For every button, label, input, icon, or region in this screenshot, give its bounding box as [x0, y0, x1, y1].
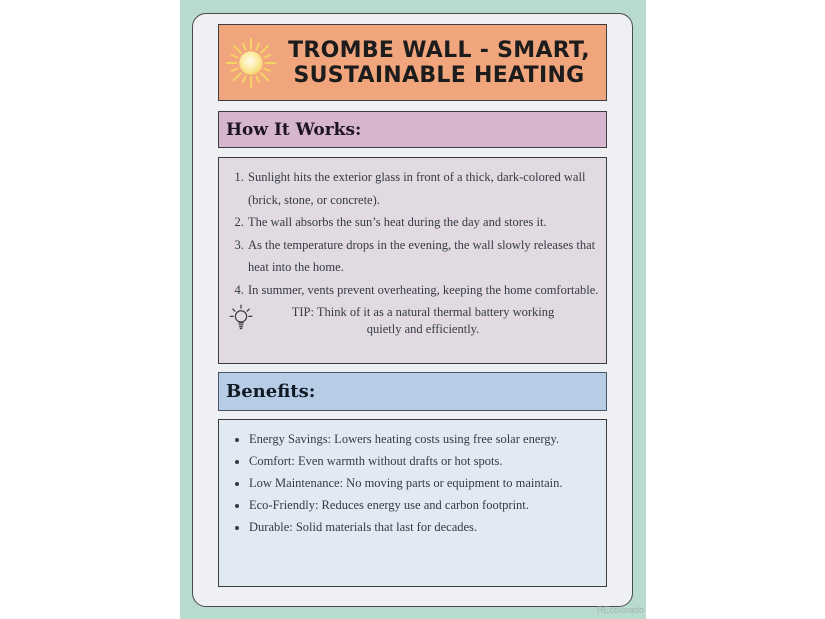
benefits-list [227, 428, 580, 538]
tip-text [254, 304, 606, 337]
title-line-1: TROMBE WALL - SMART, [288, 37, 590, 63]
how-it-works-heading: How It Works: [218, 111, 607, 148]
benefit-item: • Low Maintenance: No moving parts or equipment to maintain. [249, 472, 580, 494]
flyer-background [180, 0, 646, 619]
benefit-item: • Energy Savings: Lowers heating costs using free solar energy. [249, 428, 580, 450]
step-item: 1. Sunlight hits the exterior glass in front of a thick, dark-colored wall (brick, stone, or concrete). [247, 166, 606, 211]
tip-line-2: quietly and efficiently. [366, 321, 480, 336]
benefit-item: • Durable: Solid materials that last for decades. [249, 516, 580, 538]
step-item: 4. In summer, vents prevent overheating, keeping the home comfortable. [247, 279, 606, 302]
title-banner [218, 24, 607, 101]
page-title [278, 38, 606, 88]
benefits-heading: Benefits: [218, 372, 607, 411]
tip-row [225, 304, 606, 337]
step-item: 3. As the temperature drops in the evening, the wall slowly releases that heat into the home. [247, 234, 606, 279]
watermark: REcolorado [596, 605, 644, 615]
flyer-card [192, 13, 633, 607]
benefit-item: • Eco-Friendly: Reduces energy use and carbon footprint. [249, 494, 580, 516]
benefits-panel [218, 419, 607, 587]
step-item: 2. The wall absorbs the sun’s heat during the day and stores it. [247, 211, 606, 234]
steps-list [225, 166, 606, 301]
tip-line-1: TIP: Think of it as a natural thermal battery working [291, 305, 555, 319]
sun-icon [224, 36, 278, 90]
how-it-works-panel [218, 157, 607, 364]
title-line-2: SUSTAINABLE HEATING [293, 62, 585, 88]
lightbulb-icon [228, 304, 254, 334]
benefit-item: • Comfort: Even warmth without drafts or hot spots. [249, 450, 580, 472]
